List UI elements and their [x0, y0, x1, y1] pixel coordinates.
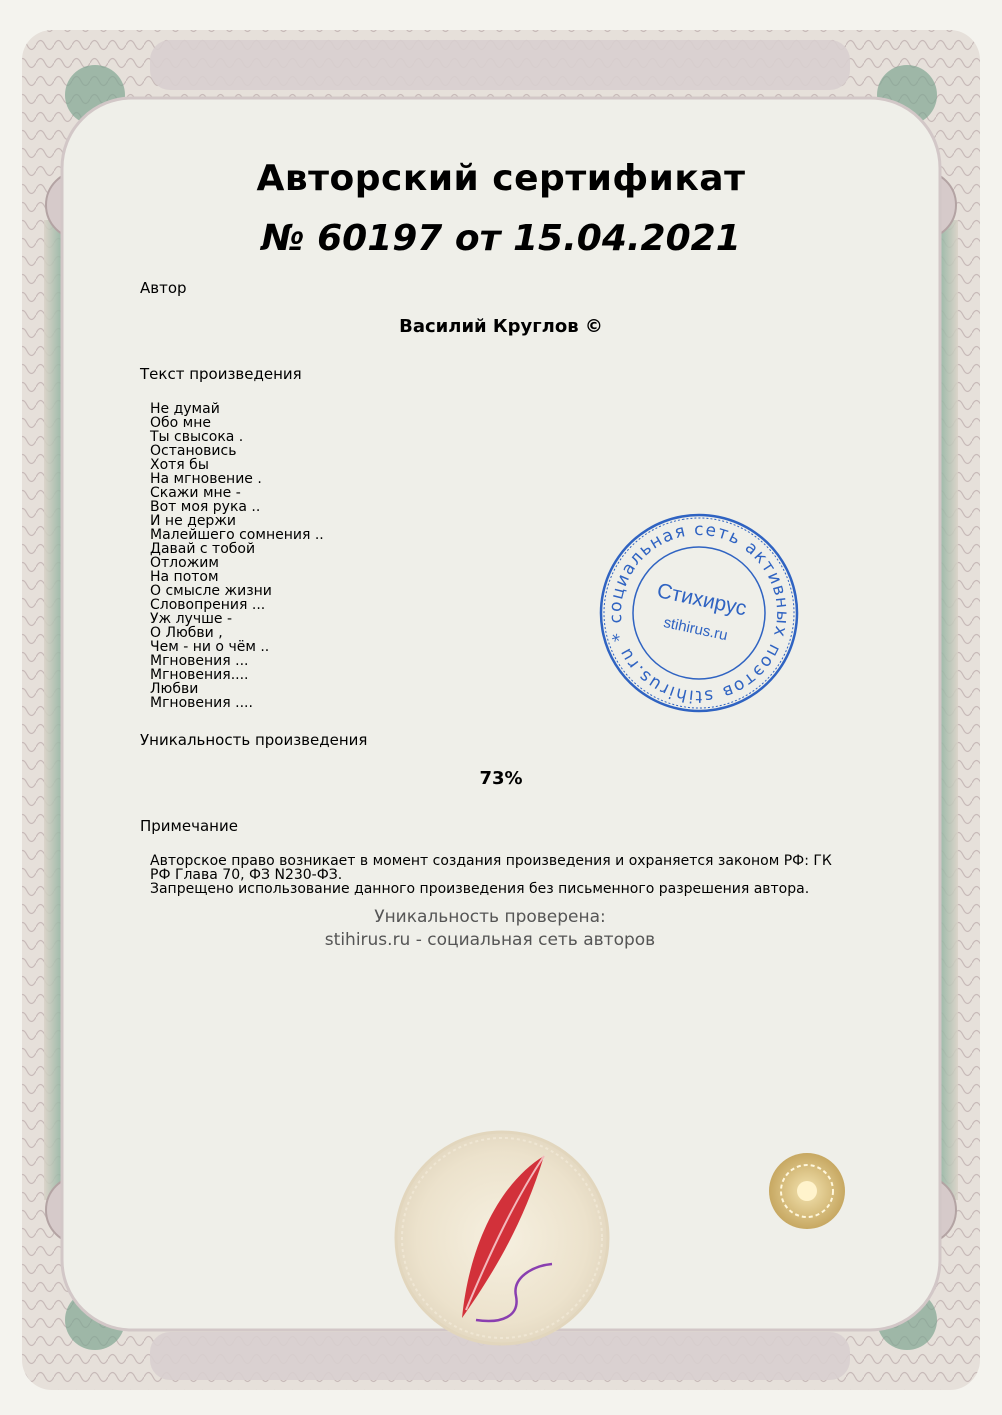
poem-line: На мгновение .: [150, 471, 262, 487]
poem-line: Хотя бы: [150, 457, 209, 473]
certificate-number: № 60197 от 15.04.2021: [261, 218, 741, 259]
note-copyright: Авторское право возникает в момент создания произведения и охраняется законом РФ: ГК РФ Глава 70, ФЗ N230-ФЗ.: [150, 853, 832, 883]
poem-line: Уж лучше -: [150, 611, 233, 627]
author-label: Автор: [140, 279, 187, 297]
uniqueness-value: 73%: [479, 768, 523, 789]
stamp-center-title: Стихирус: [654, 579, 749, 621]
poem-line: О смысле жизни: [150, 583, 272, 599]
note-prohibition: Запрещено использование данного произведения без письменного разрешения автора.: [150, 881, 810, 897]
note-label: Примечание: [140, 817, 238, 835]
poem-line: Давай с тобой: [150, 541, 256, 557]
poem-line: Скажи мне -: [150, 485, 241, 501]
uniqueness-label: Уникальность произведения: [140, 731, 368, 749]
quill-logo-seal: [392, 1128, 612, 1348]
poem-line: На потом: [150, 569, 219, 585]
rosette-center: [797, 1181, 817, 1201]
poem-line: И не держи: [150, 513, 237, 529]
poem-line: Малейшего сомнения ..: [150, 527, 324, 543]
work-text-label: Текст произведения: [140, 365, 302, 383]
poem-line: Ты свысока .: [150, 429, 244, 445]
poem-line: О Любви ,: [150, 625, 223, 641]
stamp-center-sub: stihirus.ru: [661, 614, 730, 645]
poem-line: Чем - ни о чём ..: [150, 639, 270, 655]
poem-line: Отложим: [150, 555, 219, 571]
poem-line: Не думай: [150, 401, 220, 417]
poem-line: Вот моя рука ..: [150, 499, 261, 515]
poem-line: Мгновения ....: [150, 695, 253, 711]
poem-text: [150, 402, 324, 710]
poem-line: Мгновения....: [150, 667, 249, 683]
stamp-dotted-ring: [596, 510, 802, 716]
note-text: [150, 854, 850, 896]
stihirus-stamp: [596, 510, 802, 716]
poem-line: Словопрения ...: [150, 597, 266, 613]
poem-line: Мгновения ...: [150, 653, 249, 669]
stamp-outer-ring: [596, 510, 802, 716]
author-name: Василий Круглов ©: [399, 316, 603, 337]
poem-line: Обо мне: [150, 415, 211, 431]
certificate-title: Авторский сертификат: [256, 158, 746, 199]
stamp-ring-text: stihirus.ru * социальная сеть активных поэтов: [605, 519, 793, 707]
poem-line: Любви: [150, 681, 199, 697]
poem-line: Остановись: [150, 443, 237, 459]
verification-line-1: Уникальность проверена:: [374, 907, 606, 927]
gold-rosette-icon: [766, 1150, 848, 1232]
verification-line-2: stihirus.ru - социальная сеть авторов: [324, 930, 656, 950]
